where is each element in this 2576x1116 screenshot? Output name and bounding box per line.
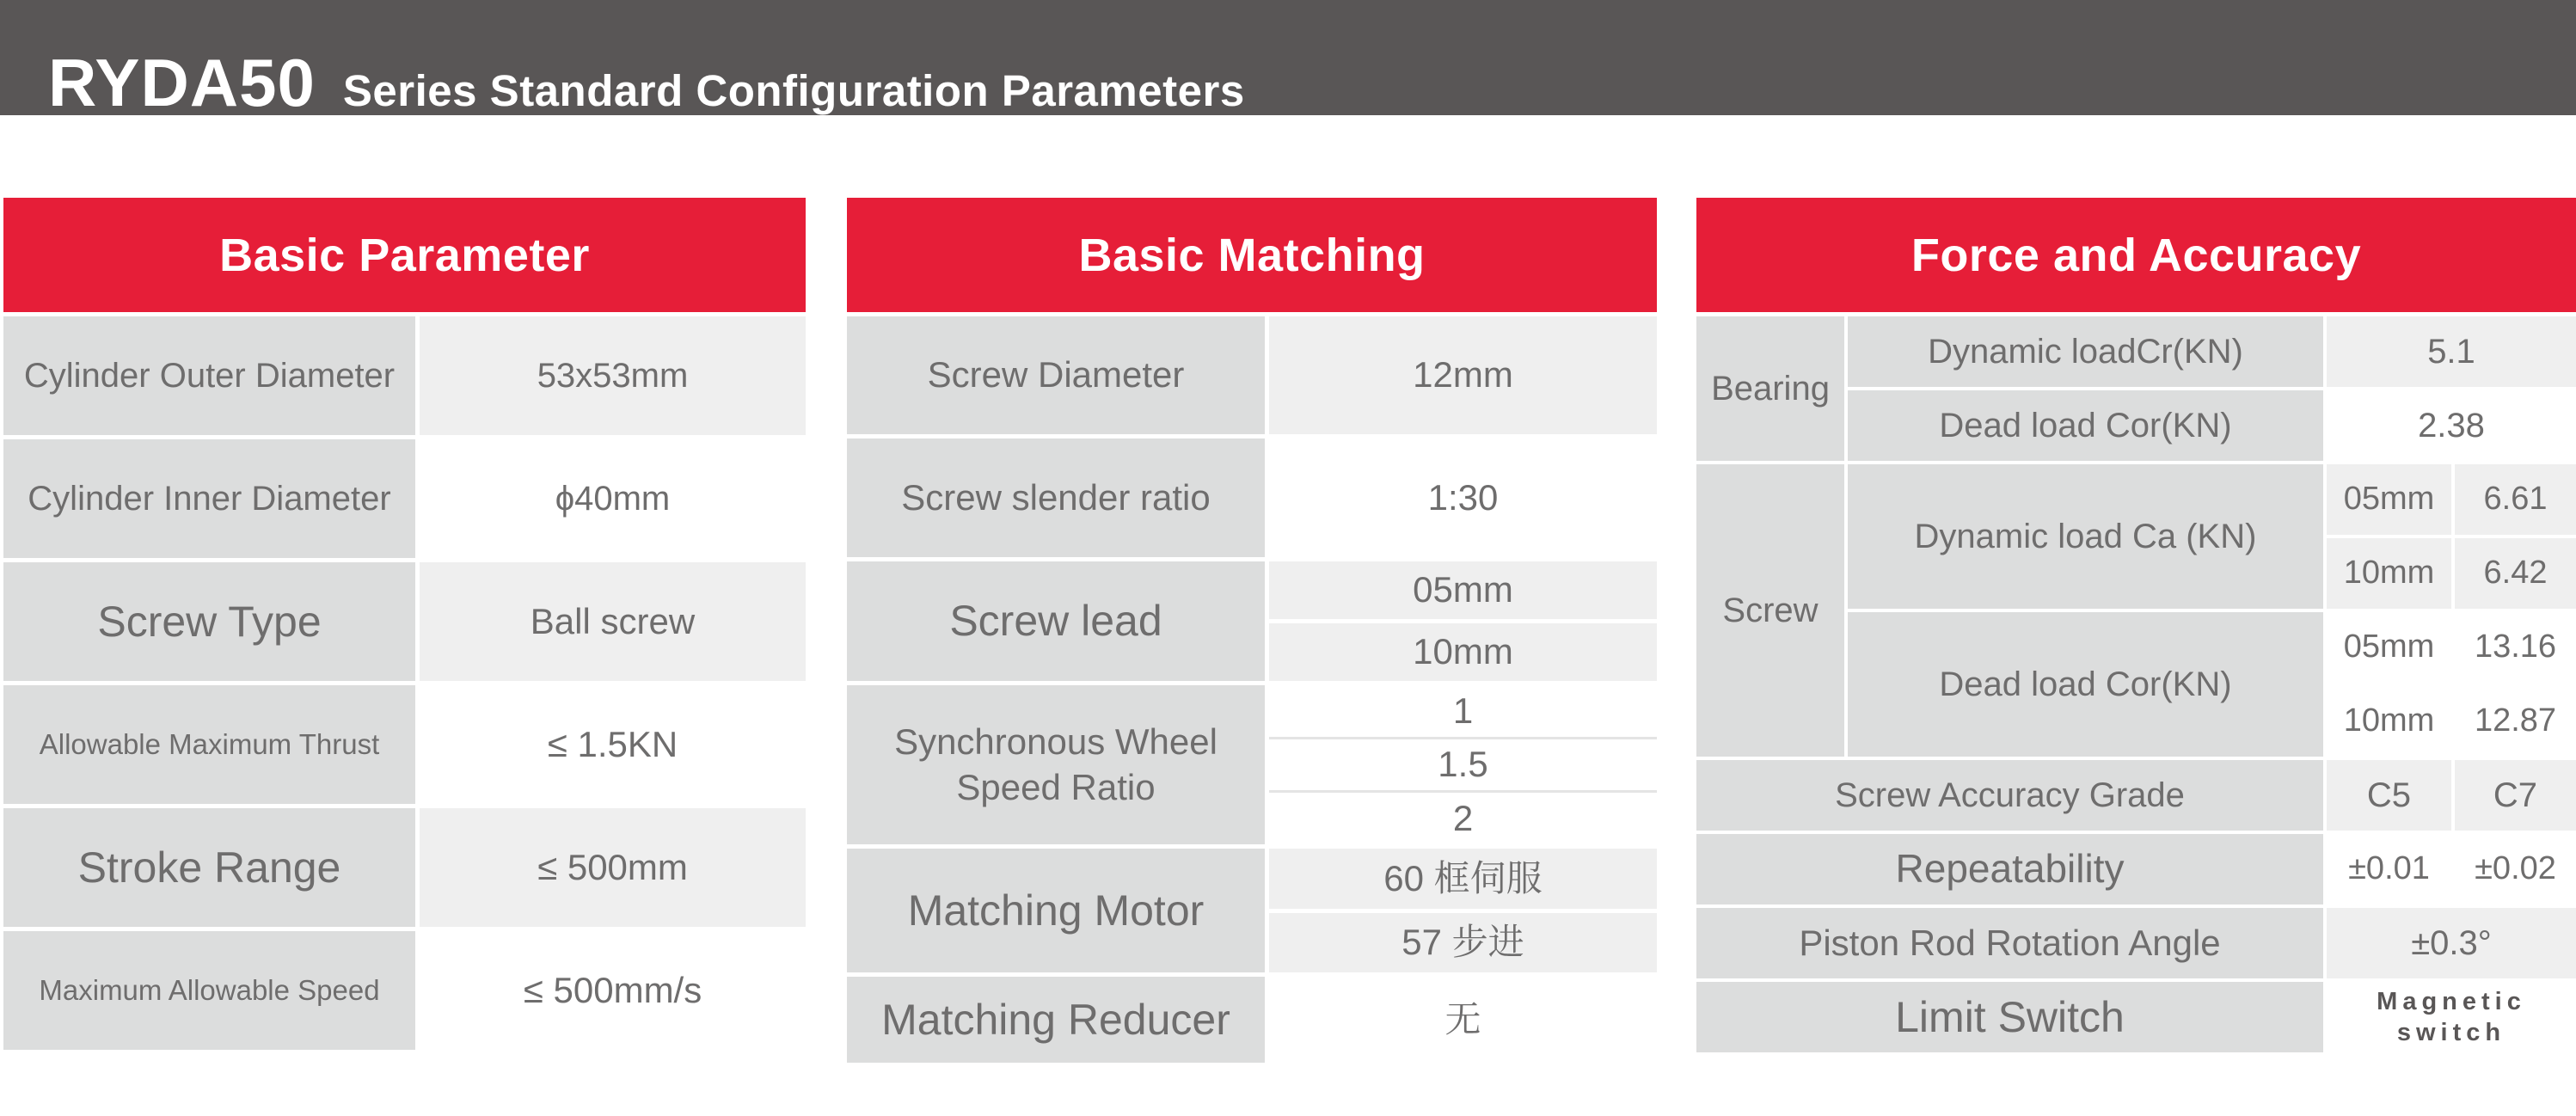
basic-parameter-title: Basic Parameter	[3, 198, 806, 312]
row-label: Cylinder Outer Diameter	[3, 316, 415, 435]
row-label: Screw slender ratio	[847, 438, 1265, 557]
row-value: 6.61	[2455, 464, 2576, 535]
row-label: Dead load Cor(KN)	[1848, 612, 2323, 757]
row-value: 13.16	[2455, 612, 2576, 683]
row-label: Stroke Range	[3, 808, 415, 927]
row-label: Screw Type	[3, 562, 415, 681]
row-sub-value: 1	[1452, 690, 1474, 731]
row-label: Repeatability	[1696, 834, 2323, 904]
row-sub-value: 60 框伺服	[1383, 857, 1543, 898]
row-sub-value: 05mm	[1413, 569, 1513, 610]
row-label-text: Synchronous Wheel Speed Ratio	[894, 721, 1217, 807]
row-value-stack	[1269, 849, 1657, 972]
row-value: 无	[1269, 977, 1657, 1063]
row-value: Ball screw	[420, 562, 806, 681]
row-value-stack	[1269, 561, 1657, 681]
row-label: Screw lead	[847, 561, 1265, 681]
row-value: 5.1	[2327, 316, 2576, 387]
row-sub-value: 57 步进	[1269, 909, 1657, 973]
row-value-c7: ±0.02	[2455, 834, 2576, 904]
row-label: Dynamic loadCr(KN)	[1848, 316, 2323, 387]
row-label: Screw Diameter	[847, 316, 1265, 434]
row-value-stack	[1269, 685, 1657, 844]
row-value: 6.42	[2455, 538, 2576, 609]
size-label: 10mm	[2327, 686, 2451, 757]
row-label: Matching Motor	[847, 849, 1265, 972]
row-label: Dead load Cor(KN)	[1848, 390, 2323, 461]
force-accuracy-table	[1696, 198, 2576, 1052]
row-label: Screw Accuracy Grade	[1696, 760, 2323, 831]
basic-matching-table	[847, 198, 1657, 1063]
row-value: 1:30	[1269, 438, 1657, 557]
row-label: Dynamic load Ca (KN)	[1848, 464, 2323, 609]
row-value: ≤ 1.5KN	[420, 685, 806, 804]
row-label: Cylinder Inner Diameter	[3, 439, 415, 558]
row-value-c5: ±0.01	[2327, 834, 2451, 904]
row-value: 53x53mm	[420, 316, 806, 435]
row-label: Piston Rod Rotation Angle	[1696, 908, 2323, 978]
row-value: Magnetic switch	[2327, 982, 2576, 1052]
row-value: ϕ40mm	[420, 439, 806, 558]
row-sub-value: 2	[1269, 790, 1657, 844]
row-label	[847, 685, 1265, 844]
row-label: Matching Reducer	[847, 977, 1265, 1063]
force-accuracy-body	[1696, 316, 2576, 1052]
row-label: Maximum Allowable Speed	[3, 931, 415, 1050]
force-accuracy-title: Force and Accuracy	[1696, 198, 2576, 312]
row-value-c7: C7	[2455, 760, 2576, 831]
row-label: Allowable Maximum Thrust	[3, 685, 415, 804]
basic-parameter-table	[3, 198, 806, 1050]
row-value: ≤ 500mm	[420, 808, 806, 927]
banner: RYDA50 Series Standard Configuration Parameters	[0, 0, 2576, 115]
row-value: ≤ 500mm/s	[420, 931, 806, 1050]
size-label: 05mm	[2327, 612, 2451, 683]
size-label: 10mm	[2327, 538, 2451, 609]
row-sub-value: 1.5	[1269, 737, 1657, 791]
row-value: ±0.3°	[2327, 908, 2576, 978]
row-value: 2.38	[2327, 390, 2576, 461]
row-value-c5: C5	[2327, 760, 2451, 831]
row-label: Limit Switch	[1696, 982, 2323, 1052]
basic-parameter-body	[3, 316, 806, 1050]
basic-matching-title: Basic Matching	[847, 198, 1657, 312]
row-value: 12mm	[1269, 316, 1657, 434]
basic-matching-body	[847, 316, 1657, 1063]
group-label-bearing: Bearing	[1696, 316, 1844, 461]
row-value: 12.87	[2455, 686, 2576, 757]
group-label-screw: Screw	[1696, 464, 1844, 757]
row-sub-value: 10mm	[1269, 619, 1657, 681]
size-label: 05mm	[2327, 464, 2451, 535]
